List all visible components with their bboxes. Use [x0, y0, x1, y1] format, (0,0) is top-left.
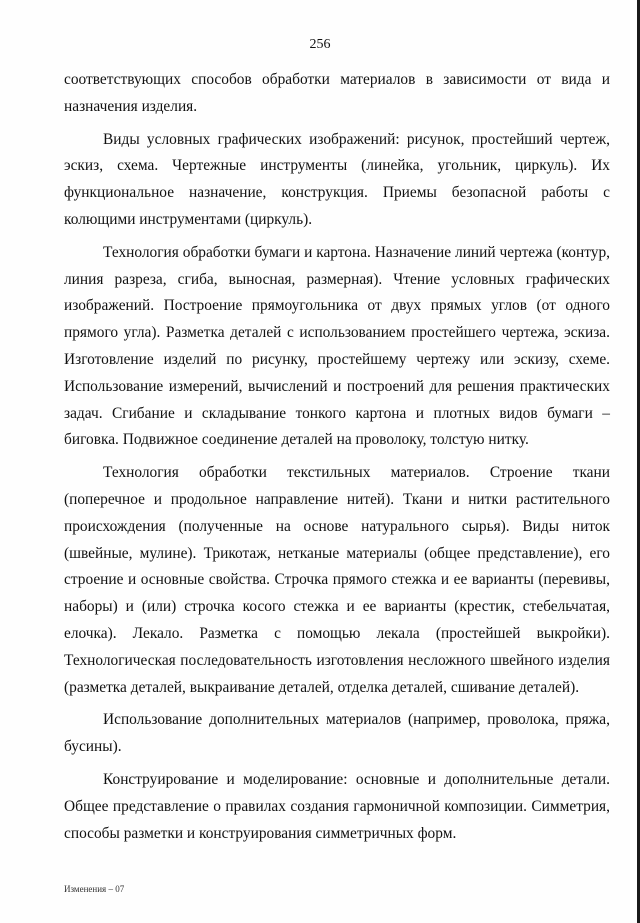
paragraph-construction-modeling: Конструирование и моделирование: основные и дополнительные детали. Общее представление о правилах создания гармоничной композиции. Симметрия, способы разметки и конструирования симметричных форм.: [64, 770, 610, 842]
page-number: 256: [309, 37, 331, 52]
paragraph-paper-cardboard: Технология обработки бумаги и картона. Назначение линий чертежа (контур, линия разреза, сгиба, выносная, размерная). Чтение условных графических изображений. Построение прямоугольника от двух прямых углов (от одного прямого угла). Разметка деталей с использованием простейшего чертежа, эскиза. Изготовление изделий по рисунку, простейшему чертежу или эскизу, схеме. Использование измерений, вычислений и построений для решения практических задач. Сгибание и складывание тонкого картона и плотных видов бумаги – биговка. Подвижное соединение деталей на проволоку, толстую нитку.: [64, 243, 610, 449]
paragraph-textile-materials: Технология обработки текстильных материалов. Строение ткани (поперечное и продольное направление нитей). Ткани и нитки растительного происхождения (полученные на основе натурального сырья). Виды ниток (швейные, мулине). Трикотаж, нетканые материалы (общее представление), его строение и основные свойства. Строчка прямого стежка и ее варианты (перевивы, наборы) и (или) строчка косого стежка и ее варианты (крестик, стебельчатая, елочка). Лекало. Разметка с помощью лекала (простейшей выкройки). Технологическая последовательность изготовления несложного швейного изделия (разметка деталей, выкраивание деталей, отделка деталей, сшивание деталей).: [64, 464, 610, 696]
paragraph-graphic-images: Виды условных графических изображений: рисунок, простейший чертеж, эскиз, схема. Чертежные инструменты (линейка, угольник, циркуль). Их функциональное назначение, конструкция. Приемы безопасной работы с колющими инструментами (циркуль).: [64, 130, 610, 228]
paragraph-continuation: соответствующих способов обработки материалов в зависимости от вида и назначения изделия.: [64, 71, 610, 115]
footer-revision-note: Изменения – 07: [64, 884, 125, 894]
document-body: [64, 67, 610, 853]
paragraph-additional-materials: Использование дополнительных материалов (например, проволока, пряжа, бусины).: [64, 711, 610, 756]
